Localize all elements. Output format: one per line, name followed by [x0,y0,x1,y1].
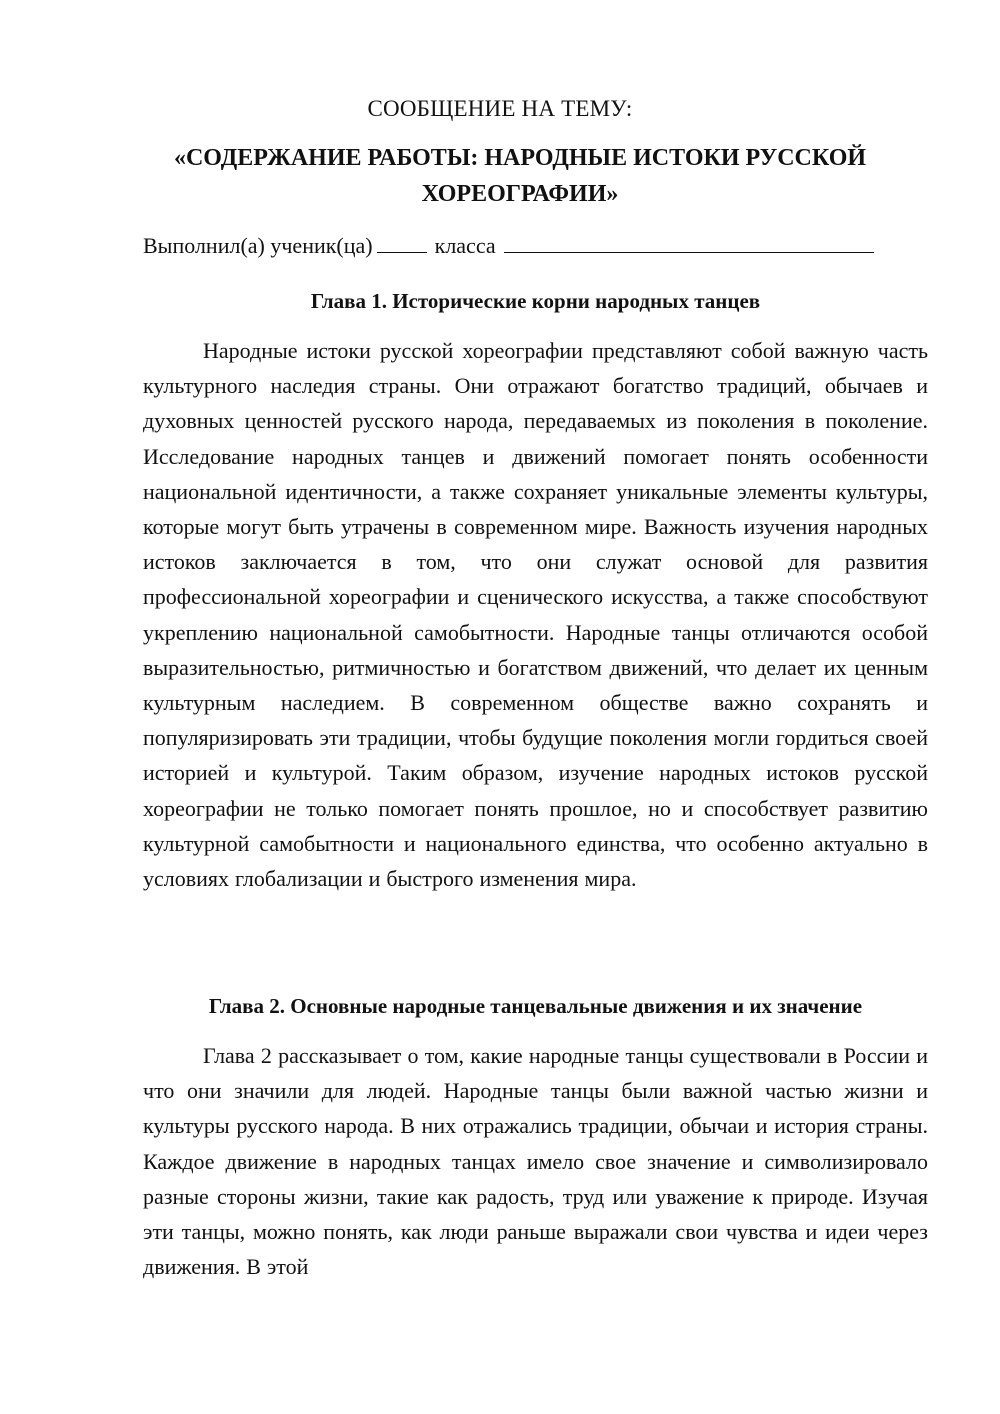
chapter-2-heading: Глава 2. Основные народные танцевальные движения и их значение [208,994,863,1018]
chapter-2-paragraph: Глава 2 рассказывает о том, какие народные танцы существовали в России и что они значили для людей. Народные танцы были важной частью жизни и культуры русского народа. В них отражались традиции, обычаи и история страны. Каждое движение в народных танцах имело свое значение и символизировало разные стороны жизни, такие как радость, труд или уважение к природе. Изучая эти танцы, можно понять, как люди раньше выражали свои чувства и идеи через движения. В этой [143,1043,928,1280]
class-number-blank [377,230,427,253]
document-kicker: СООБЩЕНИЕ НА ТЕМУ: [367,96,633,121]
chapter-1-paragraph: Народные истоки русской хореографии представляют собой важную часть культурного наследия страны. Они отражают богатство традиций, обычаев и духовных ценностей русского народа, передаваемых из поколения в поколение. Исследование народных танцев и движений помогает понять особенности национальной идентичности, а также сохраняет уникальные элементы культуры, которые могут быть утрачены в современном мире. Важность изучения народных истоков заключается в том, что они служат основой для развития профессиональной хореографии и сценического искусства, а также способствуют укреплению национальной самобытности. Народные танцы отличаются особой выразительностью, ритмичностью и богатством движений, что делает их ценным культурным наследием. В современном обществе важно сохранять и популяризировать эти традиции, чтобы будущие поколения могли гордиться своей историей и культурой. Таким образом, изучение народных истоков русской хореографии не только помогает понять прошлое, но и способствует развитию культурной самобытности и национального единства, что особенно актуально в условиях глобализации и быстрого изменения мира. [143,338,928,892]
class-label: класса [434,233,496,258]
chapter-1-heading: Глава 1. Исторические корни народных танцев [310,289,761,313]
signature-line [143,230,933,262]
student-name-blank [504,230,874,253]
document-title: «СОДЕРЖАНИЕ РАБОТЫ: НАРОДНЫЕ ИСТОКИ РУССКОЙ ХОРЕОГРАФИИ» [173,145,867,207]
performer-label: Выполнил(а) ученик(ца) [143,233,373,258]
